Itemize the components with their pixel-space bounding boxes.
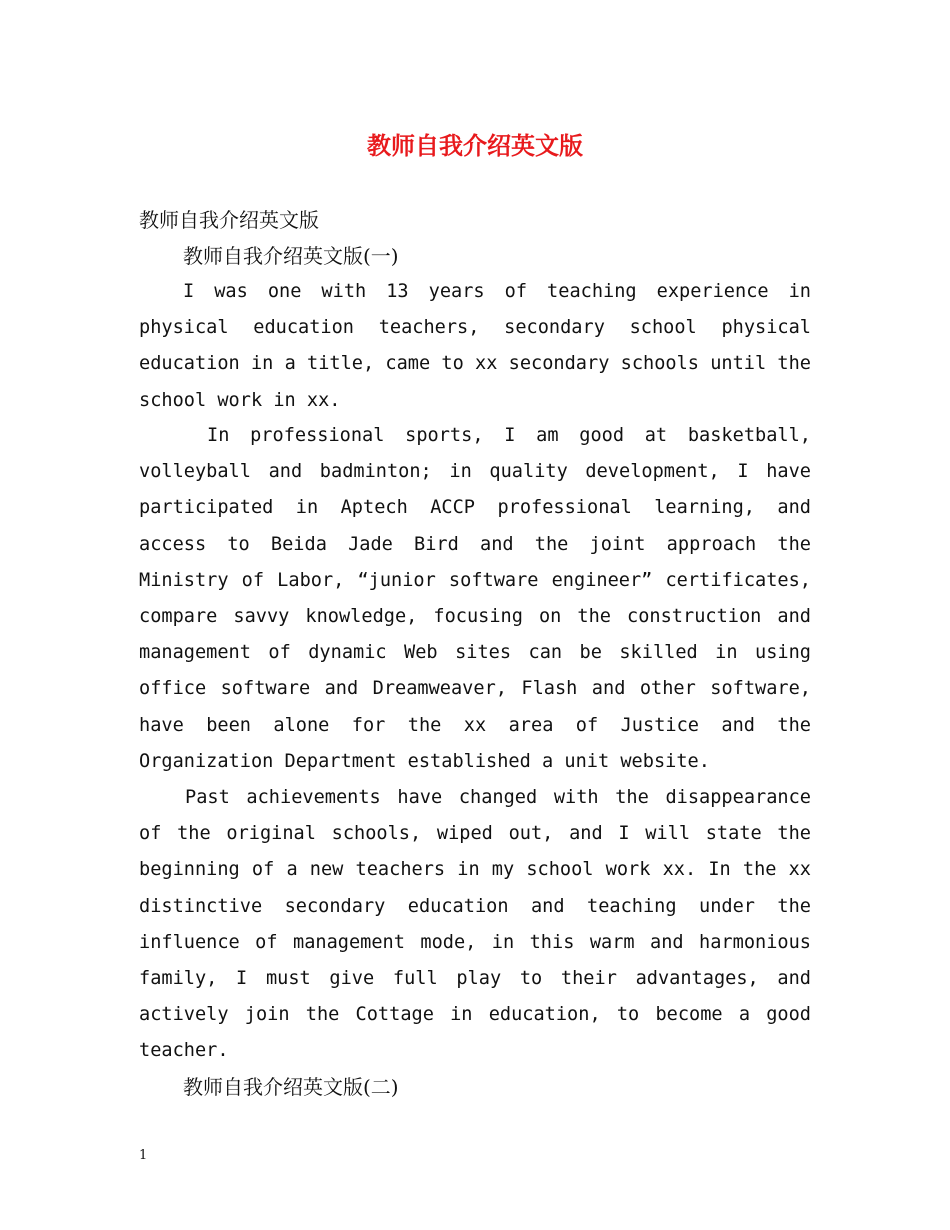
body-paragraph: Past achievements have changed with the disappearance of the original schools, wiped out, and I will state the beginning of a new teachers in my school work xx. In the xx distinctive secondary education and teaching under the influence of management mode, in this warm and harmonious family, I must give full play to their advantages, and actively join the Cottage in education, to become a good teacher. [139,787,811,1062]
page-number: 1 [139,1148,148,1163]
subsection-heading-part-2: 教师自我介绍英文版(二) [183,1075,399,1099]
document-title: 教师自我介绍英文版 [367,131,583,160]
section-heading: 教师自我介绍英文版 [139,208,319,232]
body-paragraph: In professional sports, I am good at basketball, volleyball and badminton; in quality development, I have participated in Aptech ACCP professional learning, and access to Beida Jade Bird and the joint approach the Ministry of Labor, “junior software engineer” certificates, compare savvy knowledge, focusing on the construction and management of dynamic Web sites can be skilled in using office software and Dreamweaver, Flash and other software, have been alone for the xx area of Justice and the Organization Department established a unit website. [139,425,811,772]
subsection-heading-part-1: 教师自我介绍英文版(一) [183,244,399,268]
body-paragraph: I was one with 13 years of teaching experience in physical education teachers, secondary school physical education in a title, came to xx secondary schools until the school work in xx. [139,281,811,411]
